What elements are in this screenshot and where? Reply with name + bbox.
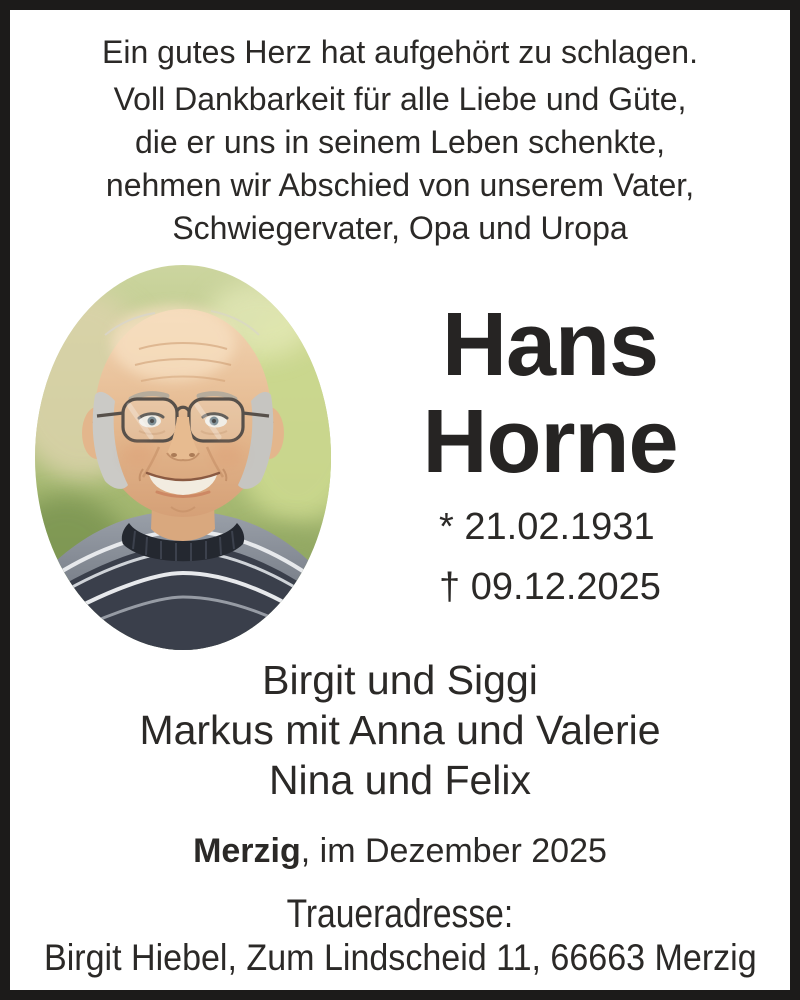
birth-date: * 21.02.1931	[439, 506, 655, 548]
mourner-line-2: Markus mit Anna und Valerie	[139, 707, 661, 753]
life-dates	[439, 497, 661, 617]
intro-line-4: Schwiegervater, Opa und Uropa	[172, 210, 628, 246]
notice-content	[10, 10, 790, 990]
intro-line-2: die er uns in seinem Leben schenkte,	[134, 124, 666, 160]
condolence-address: Birgit Hiebel, Zum Lindscheid 11, 66663 Merzig	[43, 937, 757, 978]
date-text: , im Dezember 2025	[300, 832, 607, 870]
deceased-block	[335, 263, 765, 617]
condolence-label: Traueradresse:	[286, 892, 514, 936]
mourner-line-1: Birgit und Siggi	[262, 657, 538, 703]
intro-text	[10, 78, 790, 250]
epigraph: Ein gutes Herz hat aufgehört zu schlagen.	[102, 34, 698, 70]
intro-line-1: Voll Dankbarkeit für alle Liebe und Güte,	[113, 81, 687, 117]
portrait-photo	[35, 265, 331, 650]
deceased-name	[335, 297, 765, 491]
mourners-list	[10, 655, 790, 805]
mourner-line-3: Nina und Felix	[268, 757, 532, 803]
portrait-illustration	[35, 265, 331, 650]
deceased-first-name: Hans	[441, 295, 659, 395]
place-name: Merzig	[193, 832, 301, 870]
deceased-last-name: Horne	[422, 392, 678, 492]
place-date-line	[10, 830, 790, 872]
death-date: † 09.12.2025	[439, 566, 661, 608]
intro-line-3: nehmen wir Abschied von unserem Vater,	[105, 167, 695, 203]
